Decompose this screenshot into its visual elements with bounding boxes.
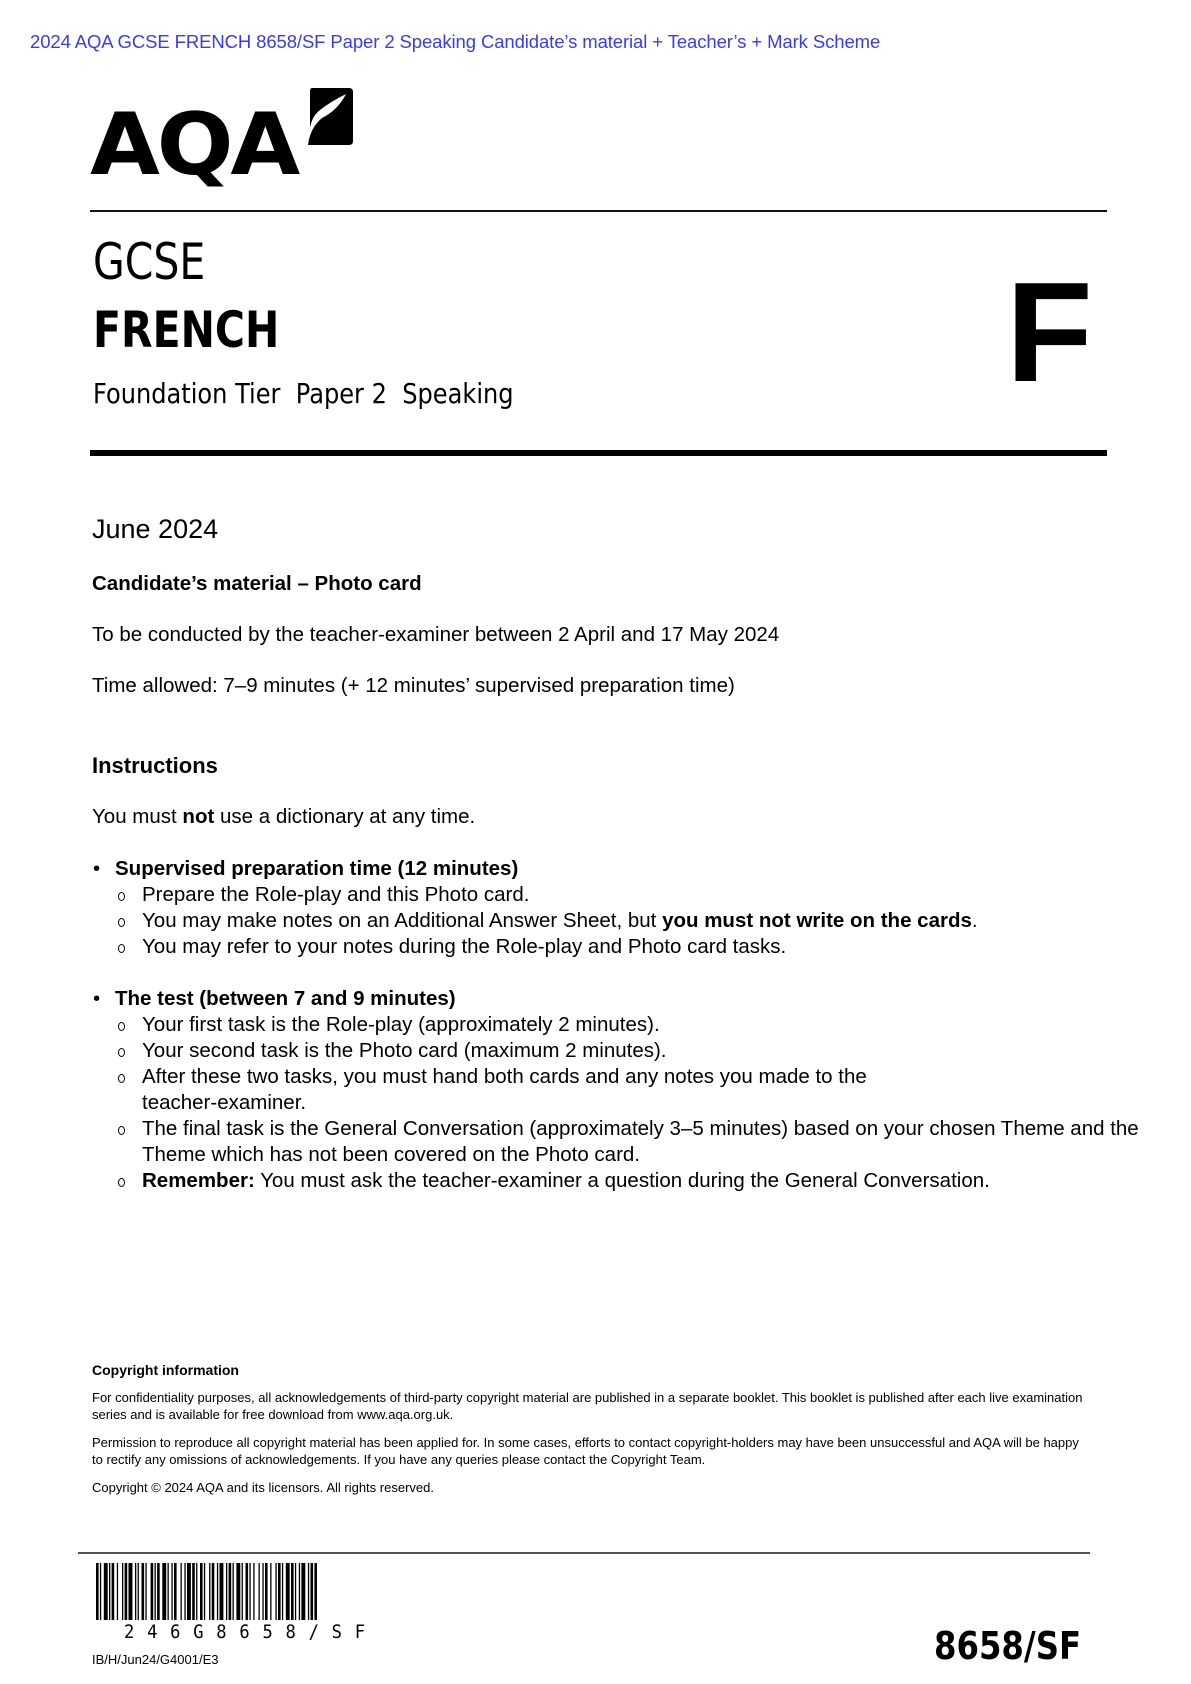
barcode-text: 246G8658/SF (124, 1621, 378, 1643)
bullet-icon: • (93, 987, 101, 1010)
barcode-bar (157, 1563, 160, 1620)
item-text: Prepare the Role-play and this Photo card. (142, 883, 530, 906)
copyright-paragraph: For confidentiality purposes, all acknowledgements of third-party copyright material are published in a separate booklet. This booklet is published after each live examination series and is available for free download from www.aqa.org.uk. (92, 1390, 1083, 1422)
item-text: You must ask the teacher-examiner a question during the General Conversation. (254, 1169, 990, 1192)
barcode-bar (104, 1563, 108, 1620)
barcode-bar (192, 1563, 195, 1620)
barcode-bar (299, 1563, 300, 1620)
barcode-bar (311, 1563, 314, 1620)
circle-bullet-icon (118, 892, 125, 901)
divider-bottom (78, 1552, 1090, 1554)
copyright-paragraph: Copyright © 2024 AQA and its licensors. All rights reserved. (92, 1480, 434, 1495)
section-label: Supervised preparation time (12 minutes) (115, 857, 519, 880)
barcode-bar (301, 1563, 305, 1620)
item-text: You may make notes on an Additional Answer Sheet, but (142, 909, 663, 932)
list-item (115, 1064, 932, 1116)
list-item (115, 1012, 1142, 1038)
barcode-bar (112, 1563, 115, 1620)
dictionary-instruction (92, 804, 475, 830)
barcode-bar (217, 1563, 218, 1620)
instruction-section-test (92, 986, 1142, 1194)
barcode-bar (262, 1563, 263, 1620)
barcode-bar (282, 1563, 283, 1620)
barcode-bar (196, 1563, 197, 1620)
barcode-bar (308, 1563, 309, 1620)
exam-date: June 2024 (92, 514, 219, 544)
circle-bullet-icon (118, 1178, 125, 1187)
barcode-bar (291, 1563, 294, 1620)
list-item (115, 882, 978, 908)
barcode-bar (236, 1563, 240, 1620)
section-label: The test (between 7 and 9 minutes) (115, 987, 456, 1010)
circle-bullet-icon (118, 1126, 125, 1135)
time-allowed: Time allowed: 7–9 minutes (+ 12 minutes’ supervised preparation time) (92, 674, 735, 697)
bullet-icon: • (93, 857, 101, 880)
barcode-bar (122, 1563, 123, 1620)
barcode-bar (168, 1563, 169, 1620)
item-text: You may refer to your notes during the Role-play and Photo card tasks. (142, 935, 787, 958)
item-text: After these two tasks, you must hand both cards and any notes you made to the teacher-examiner. (142, 1065, 867, 1114)
barcode-bar (270, 1563, 271, 1620)
barcode-bar (174, 1563, 177, 1620)
barcode-bar (181, 1563, 182, 1620)
list-item (115, 1116, 1142, 1168)
barcode-bar (171, 1563, 172, 1620)
barcode-bar (100, 1563, 101, 1620)
circle-bullet-icon (118, 1022, 125, 1031)
barcode-bar (295, 1563, 296, 1620)
item-text: The final task is the General Conversation (approximately 3–5 minutes) based on your chosen Theme and the Theme which has not been covered on the Photo card. (142, 1117, 1139, 1166)
aqa-leaf-logo-icon (308, 88, 353, 145)
barcode-bar (162, 1563, 166, 1620)
copyright-paragraph: Permission to reproduce all copyright material has been applied for. In some cases, efforts to contact copyright-holders may have been unsuccessful and AQA will be happy to rectify any omissions of acknowledgements. If you have any queries please contact the Copyright Team. (92, 1435, 1079, 1467)
barcode-bar (200, 1563, 203, 1620)
reference-code: IB/H/Jun24/G4001/E3 (92, 1652, 219, 1667)
barcode-bar (212, 1563, 215, 1620)
barcode-bar (278, 1563, 281, 1620)
material-heading: Candidate’s material – Photo card (92, 572, 422, 595)
barcode-bar (135, 1563, 136, 1620)
item-text: Your first task is the Role-play (approximately 2 minutes). (142, 1013, 660, 1036)
list-item (115, 1168, 1142, 1194)
barcode-bar (145, 1563, 146, 1620)
barcode-bar (253, 1563, 254, 1620)
qualification-title: GCSE (93, 233, 206, 291)
divider-top (90, 210, 1107, 212)
barcode-bar (246, 1563, 249, 1620)
barcode-bar (209, 1563, 210, 1620)
barcode-bar (155, 1563, 156, 1620)
item-text: Your second task is the Photo card (maximum 2 minutes). (142, 1039, 667, 1062)
barcode-bar (138, 1563, 139, 1620)
barcode-bar (249, 1563, 250, 1620)
barcode-bar (242, 1563, 243, 1620)
barcode-icon (96, 1563, 452, 1620)
item-text-after: . (971, 909, 978, 932)
conducted-text: To be conducted by the teacher-examiner between 2 April and 17 May 2024 (92, 623, 780, 646)
barcode-bar (259, 1563, 260, 1620)
dictionary-text-after: use a dictionary at any time. (214, 805, 476, 828)
list-item (115, 908, 978, 934)
circle-bullet-icon (118, 1048, 125, 1057)
list-item (115, 934, 978, 960)
subject-title: FRENCH (93, 301, 280, 359)
barcode-bar (142, 1563, 145, 1620)
barcode-bar (314, 1563, 317, 1620)
barcode-bar (187, 1563, 191, 1620)
barcode-bar (184, 1563, 185, 1620)
list-item (115, 1038, 1142, 1064)
barcode-bar (286, 1563, 290, 1620)
instructions-heading: Instructions (92, 753, 218, 778)
tier-letter: F (1006, 253, 1093, 412)
item-text-bold: Remember: (142, 1169, 255, 1192)
barcode-bar (125, 1563, 128, 1620)
barcode-bar (129, 1563, 133, 1620)
item-text-bold: you must not write on the cards (662, 909, 972, 932)
circle-bullet-icon (118, 1074, 125, 1083)
instruction-section-preparation (92, 856, 978, 960)
aqa-logo (90, 88, 352, 195)
paper-code: 8658/SF (934, 1624, 1082, 1668)
barcode-bar (204, 1563, 205, 1620)
dictionary-text-before: You must (92, 805, 183, 828)
barcode-bar (229, 1563, 232, 1620)
barcode-bar (151, 1563, 154, 1620)
barcode-bar (109, 1563, 110, 1620)
document-title-link[interactable]: 2024 AQA GCSE FRENCH 8658/SF Paper 2 Speaking Candidate’s material + Teacher’s + Mark Scheme (30, 31, 881, 52)
section-item (92, 856, 978, 960)
barcode-bar (220, 1563, 224, 1620)
barcode-bar (226, 1563, 227, 1620)
paper-subtitle: Foundation Tier Paper 2 Speaking (93, 377, 514, 410)
divider-thick (90, 450, 1107, 456)
copyright-heading: Copyright information (92, 1362, 239, 1378)
circle-bullet-icon (118, 944, 125, 953)
barcode-bar (233, 1563, 234, 1620)
section-item (92, 986, 1142, 1194)
logo-text: AQA (90, 95, 298, 195)
barcode-bar (117, 1563, 118, 1620)
circle-bullet-icon (118, 918, 125, 927)
barcode-bar (275, 1563, 276, 1620)
dictionary-text-bold: not (182, 805, 215, 828)
barcode-bar (96, 1563, 99, 1620)
barcode-bar (265, 1563, 268, 1620)
